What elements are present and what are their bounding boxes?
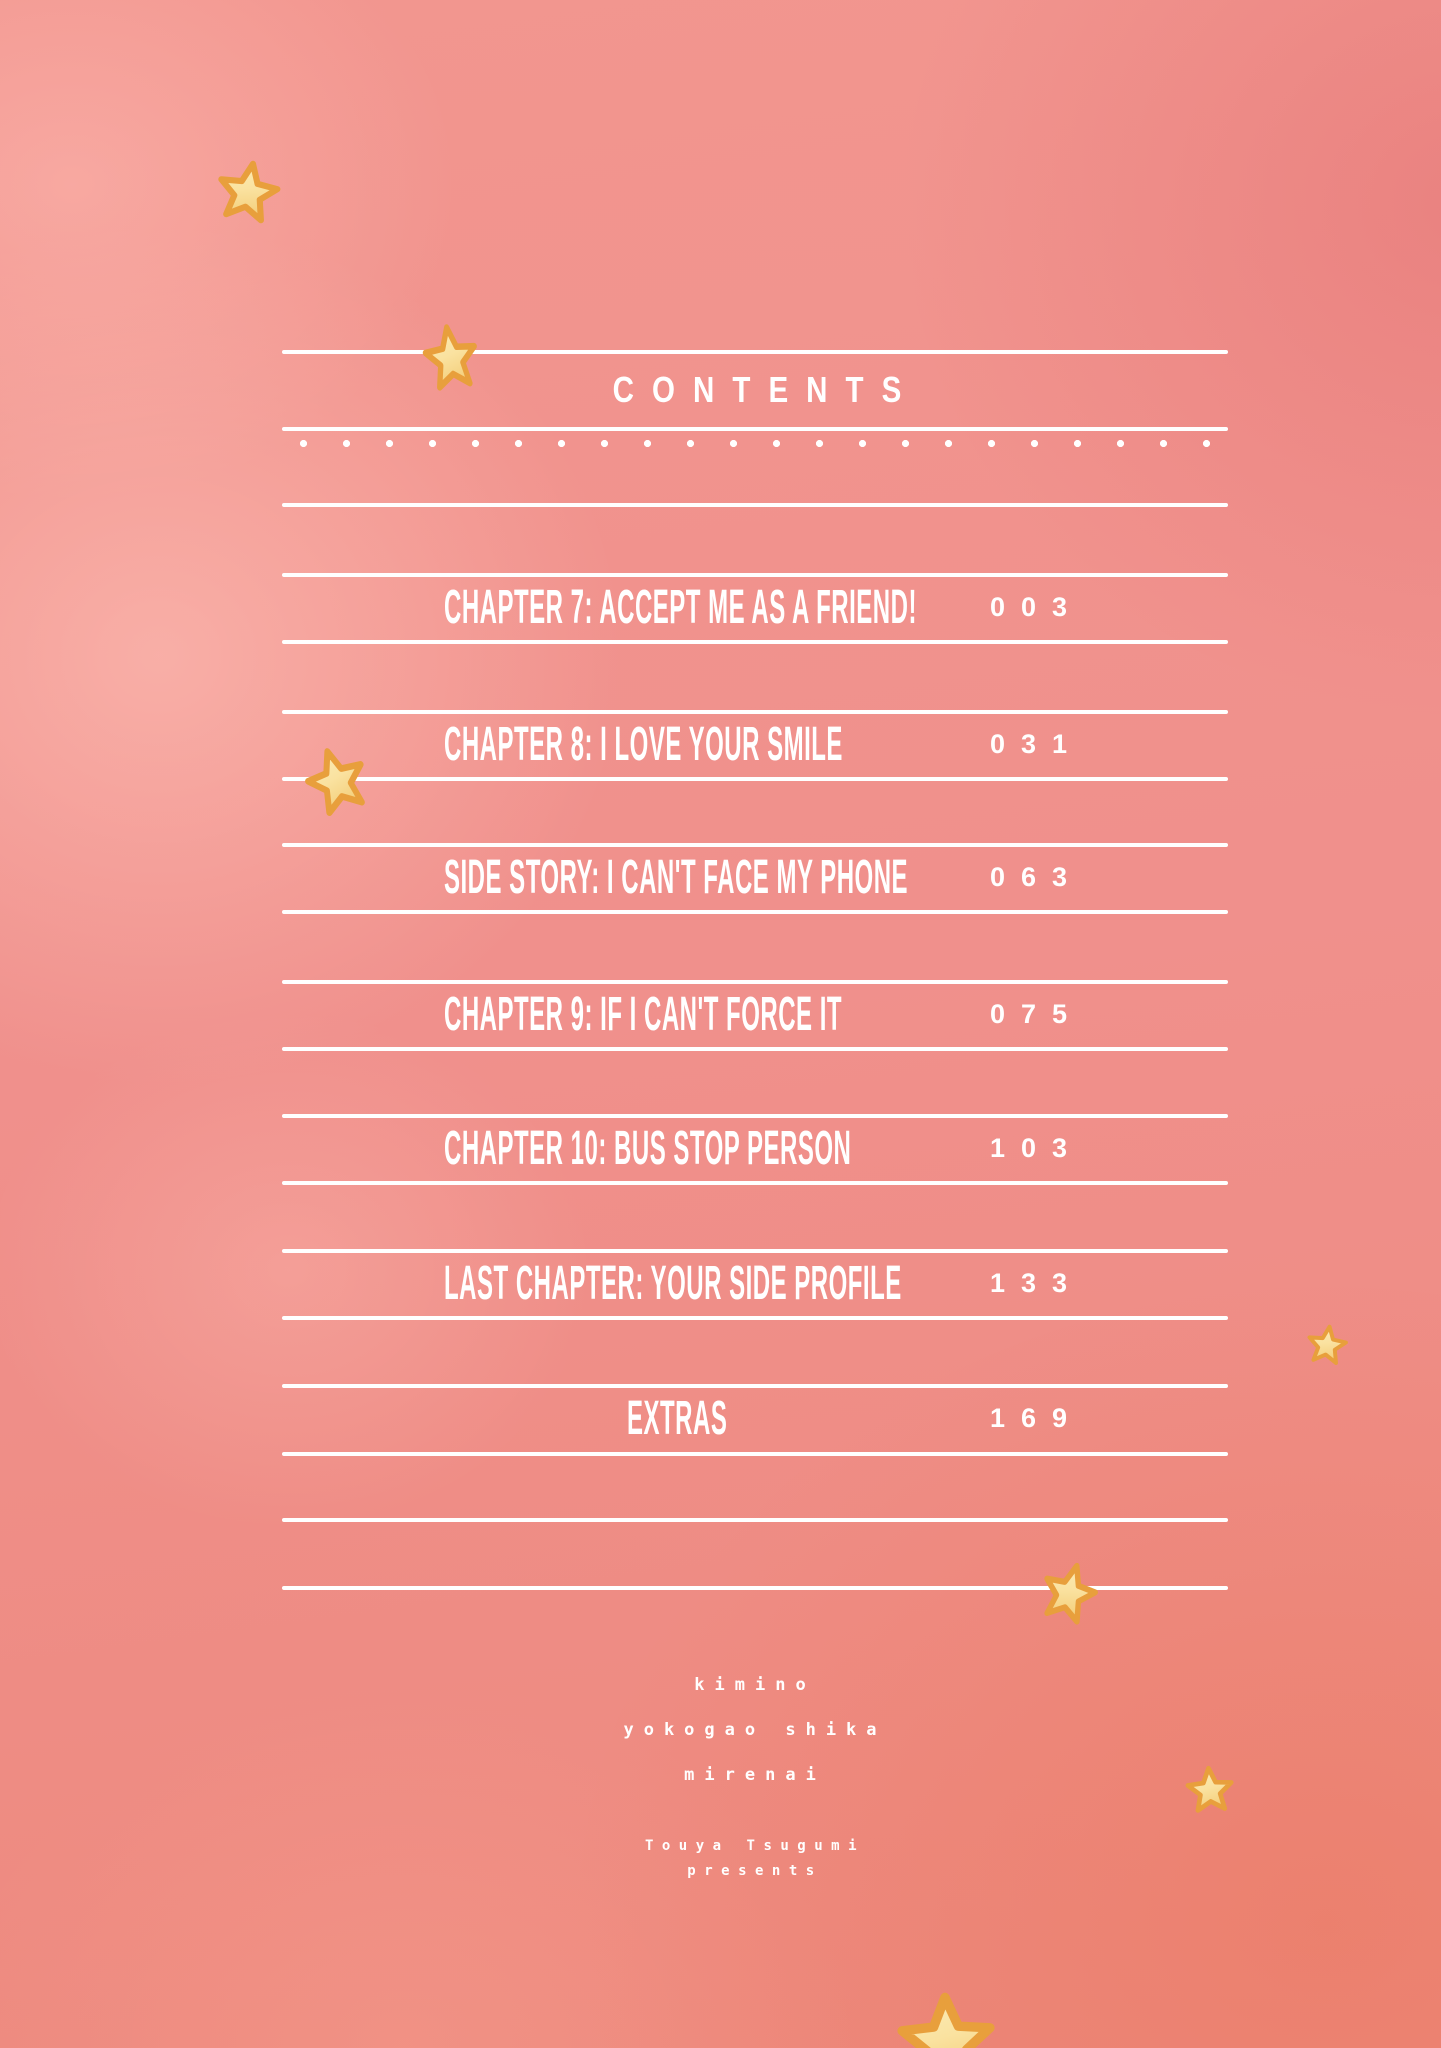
chapter-title: EXTRAS <box>627 1391 728 1445</box>
series-title-line: yokogao shika <box>623 1720 887 1740</box>
star-icon <box>417 318 486 399</box>
divider-line <box>282 1181 1228 1185</box>
toc-row-chapter-8 <box>282 712 1228 776</box>
chapter-title: CHAPTER 10: BUS STOP PERSON <box>444 1121 852 1175</box>
credit-line: Touya Tsugumi <box>644 1838 866 1854</box>
credit-line: presents <box>687 1863 823 1879</box>
toc-row-extras <box>282 1386 1228 1450</box>
divider-line <box>282 1518 1228 1522</box>
page-number: 133 <box>990 1267 1084 1298</box>
chapter-title: SIDE STORY: I CAN'T FACE MY PHONE <box>444 850 909 904</box>
toc-row-chapter-7 <box>282 575 1228 639</box>
page-number: 031 <box>990 728 1084 759</box>
star-icon <box>1302 1320 1352 1370</box>
page-number: 063 <box>990 861 1084 892</box>
divider-line <box>282 640 1228 644</box>
divider-line <box>282 427 1228 431</box>
chapter-title: CHAPTER 9: IF I CAN'T FORCE IT <box>444 987 843 1041</box>
divider-line <box>282 777 1228 781</box>
chapter-title: CHAPTER 7: ACCEPT ME AS A FRIEND! <box>444 580 917 634</box>
toc-row-side-story <box>282 845 1228 909</box>
page-number: 169 <box>990 1402 1084 1433</box>
chapter-title: CHAPTER 8: I LOVE YOUR SMILE <box>444 717 843 771</box>
toc-row-chapter-9 <box>282 982 1228 1046</box>
divider-line <box>282 1316 1228 1320</box>
credit-block <box>282 1834 1228 1884</box>
divider-line <box>282 910 1228 914</box>
page-number: 003 <box>990 591 1084 622</box>
divider-line <box>282 503 1228 507</box>
page-title-text: CONTENTS <box>612 369 920 410</box>
divider-line <box>282 1047 1228 1051</box>
divider-line <box>282 1452 1228 1456</box>
dotted-divider <box>282 439 1228 448</box>
page-number: 075 <box>990 998 1084 1029</box>
page-number: 103 <box>990 1132 1084 1163</box>
toc-row-chapter-10 <box>282 1116 1228 1180</box>
contents-column <box>282 0 1228 2048</box>
star-icon <box>892 1987 1001 2048</box>
series-title-line: kimino <box>694 1675 816 1695</box>
star-icon <box>209 153 288 232</box>
footer-block <box>282 1663 1228 1884</box>
toc-row-last-chapter <box>282 1251 1228 1315</box>
chapter-title: LAST CHAPTER: YOUR SIDE PROFILE <box>444 1256 902 1310</box>
star-icon <box>1182 1762 1238 1818</box>
series-title-line: mirenai <box>684 1765 826 1785</box>
